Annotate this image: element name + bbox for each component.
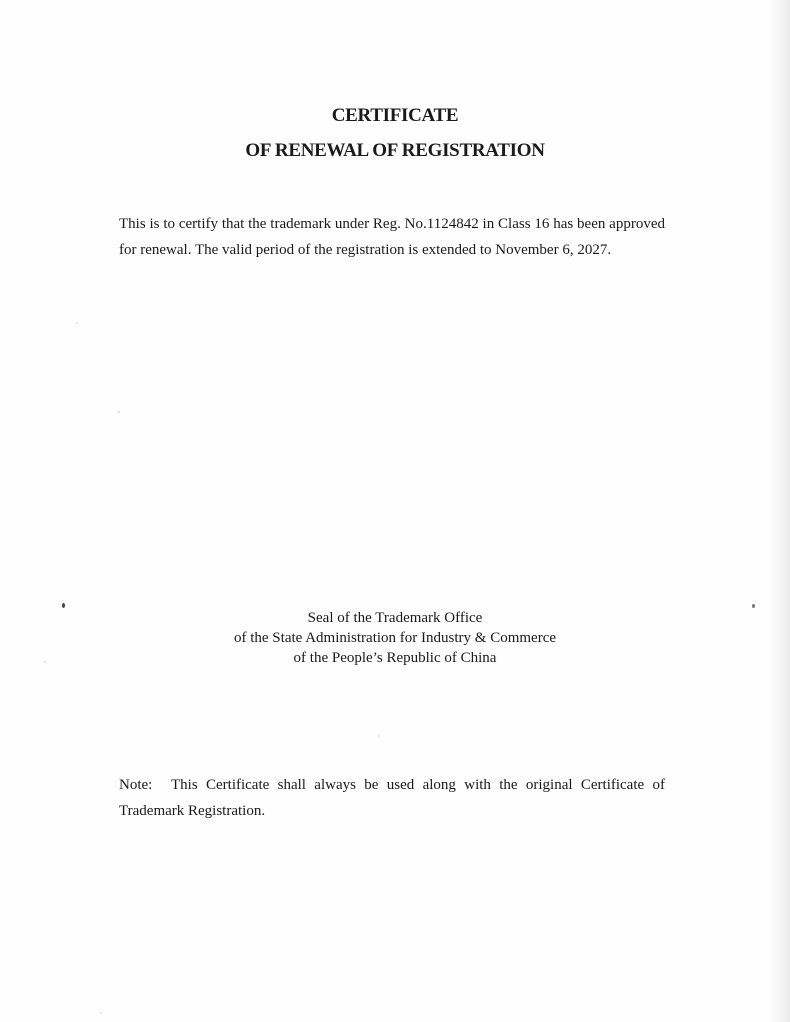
certification-paragraph: This is to certify that the trademark under Reg. No.1124842 in Class 16 has been approved for renewal. The valid period of the registration is extended to November 6, 2027.: [119, 216, 665, 258]
scan-speck: [752, 604, 755, 608]
seal-line-1: Seal of the Trademark Office: [307, 610, 483, 626]
seal-block: [0, 608, 790, 668]
note-label: Note:: [119, 777, 153, 793]
scan-speck: [44, 661, 46, 663]
note-block: [119, 772, 665, 824]
scan-speck: [62, 603, 65, 608]
note-text: This Certificate shall always be used along with the original Certificate of Trademark Registration.: [119, 777, 665, 819]
scan-speck: [100, 1012, 102, 1014]
scan-speck: [378, 735, 380, 737]
seal-line-3: of the People’s Republic of China: [293, 650, 497, 666]
scan-speck: [76, 322, 78, 324]
certificate-subtitle: OF RENEWAL OF REGISTRATION: [245, 140, 545, 161]
seal-line-2: of the State Administration for Industry & Commerce: [233, 630, 557, 646]
certificate-title: CERTIFICATE: [331, 105, 459, 126]
scan-speck: [118, 411, 120, 413]
